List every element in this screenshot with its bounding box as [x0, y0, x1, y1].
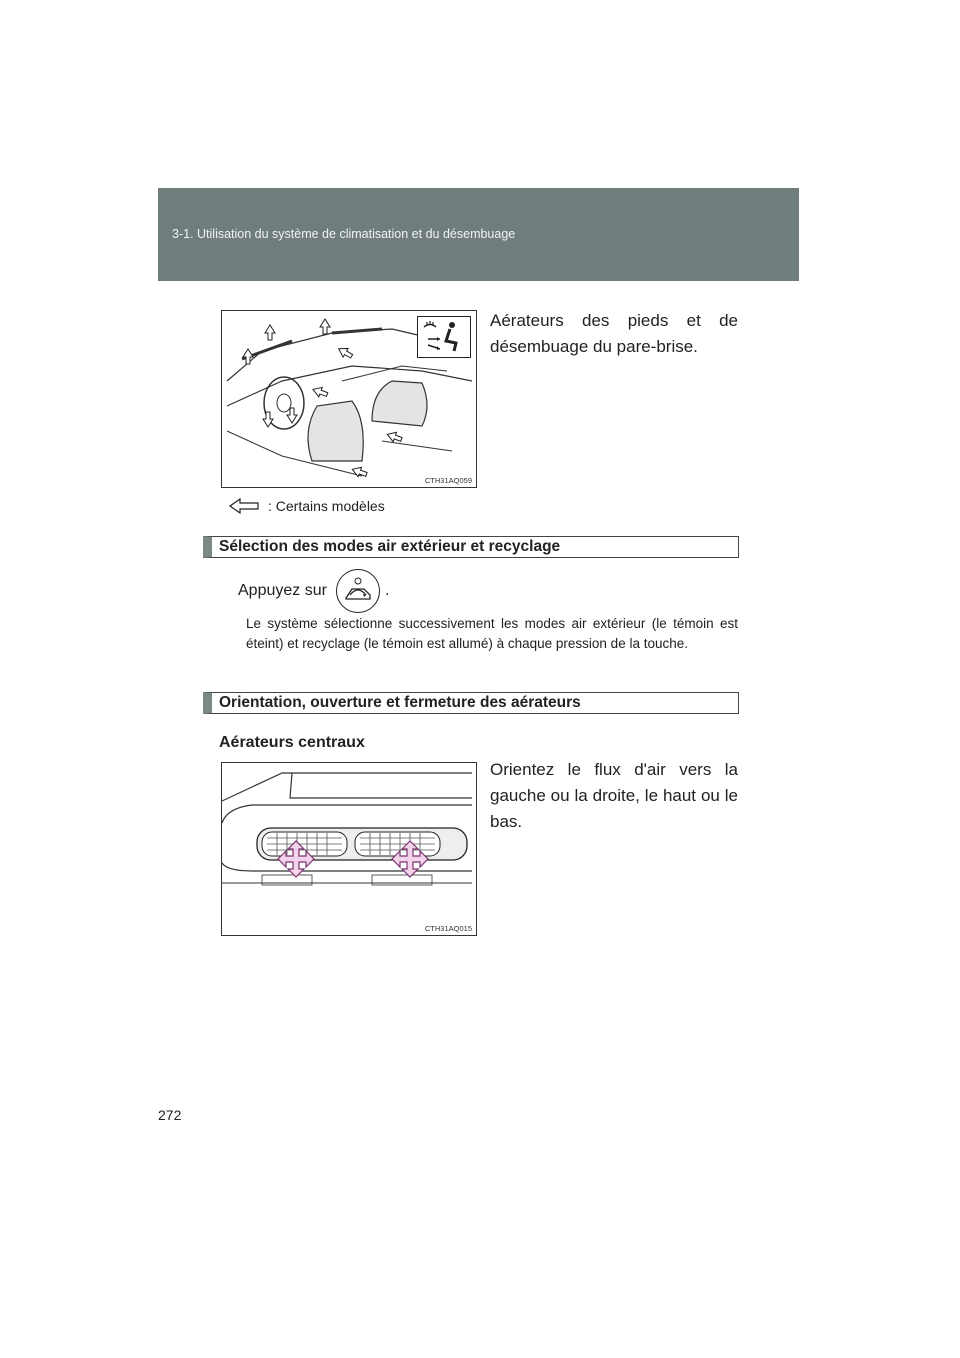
center-vents-figure [221, 762, 477, 936]
floor-defog-description: Aérateurs des pieds et de désembuage du pare-brise. [490, 311, 738, 356]
subheading-center-vents: Aérateurs centraux [219, 734, 365, 751]
floor-defog-figure [221, 310, 477, 488]
center-vents-illustration [222, 763, 476, 935]
chapter-title: 3-1. Utilisation du système de climatisation et du désembuage [172, 227, 516, 241]
section-title: Sélection des modes air extérieur et recyclage [219, 538, 561, 555]
section-title: Orientation, ouverture et fermeture des aérateurs [219, 694, 581, 711]
air-recirculation-button-icon [336, 569, 380, 613]
page-number: 272 [158, 1107, 182, 1123]
section-heading-vents [203, 692, 739, 714]
legend-text: : Certains modèles [268, 498, 385, 514]
figure-code: CTH31AQ059 [424, 476, 472, 485]
center-vents-description: Orientez le flux d'air vers la gauche ou la droite, le haut ou le bas. [490, 760, 738, 831]
white-arrow-icon [228, 497, 260, 515]
chapter-header [158, 188, 799, 281]
legend [228, 495, 385, 517]
press-suffix: . [384, 582, 390, 599]
foot-and-windshield-mode-icon [417, 316, 471, 358]
recirculation-note: Le système sélectionne successivement les modes air extérieur (le témoin est éteint) et recyclage (le témoin est allumé) à chaque pression de la touche. [246, 616, 738, 651]
figure-code: CTH31AQ015 [424, 924, 472, 933]
press-instruction [238, 568, 389, 614]
press-prefix: Appuyez sur [238, 582, 327, 599]
section-heading-recirculation [203, 536, 739, 558]
